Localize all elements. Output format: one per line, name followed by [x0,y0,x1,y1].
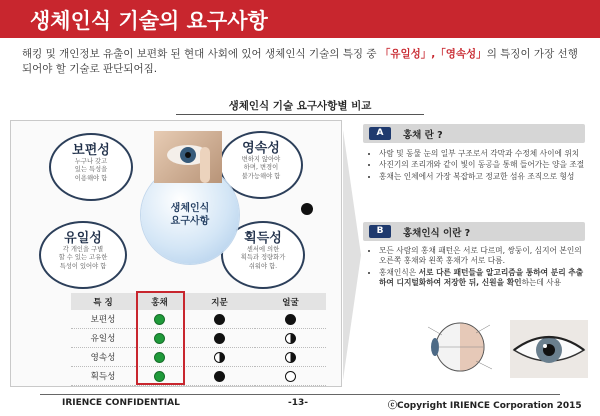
table-header: 특 징 [71,293,135,310]
rating-empty-icon [285,371,296,382]
section-divider [176,114,424,115]
requirements-diagram-panel [10,120,342,387]
rating-full-black-icon [285,314,296,325]
list-item: • 사람 및 동물 눈의 일부 구조로서 각막과 수정체 사이에 위치 [379,149,585,159]
list-item: • 모든 사람의 홍채 패턴은 서로 다르며, 쌍둥이, 심지어 본인의 오른쪽 홍채와 왼쪽 홍채가 서로 다름. [379,246,585,267]
bubble-desc-line: 이용해야 함 [74,174,108,182]
row-label: 획득성 [71,367,135,386]
bubble-title: 획득성 [244,231,282,246]
intro-paragraph [22,47,582,77]
bubble-title: 보편성 [72,143,110,158]
center-label-line: 생체인식 [170,203,210,214]
bubble-title: 유일성 [64,231,102,246]
bubble-universality [49,133,133,201]
box-a-tag: A [369,127,391,140]
rating-full-black-icon [214,314,225,325]
box-b-tag: B [369,225,391,238]
rating-cell [255,348,326,367]
bubble-title: 영속성 [242,141,280,156]
rating-half-icon [285,352,296,363]
eye-closeup-icon [510,320,588,378]
box-a-heading: 홍채 란 ? [403,130,443,141]
rating-cell [255,310,326,329]
eye-photo [154,131,222,183]
list-item: • 홍채는 인체에서 가장 복잡하고 정교한 섬유 조직으로 형성 [379,172,585,182]
intro-text-before: 해킹 및 개인정보 유출이 보편화 된 현대 사회에 있어 생체인식 기술의 특징 중 [22,48,380,60]
rating-cell [184,348,255,367]
bubble-desc-line: 변하지 않아야 [241,156,281,163]
rating-cell [255,329,326,348]
footer-page-number: -13- [288,398,308,408]
rating-cell [184,329,255,348]
footer-divider [40,394,560,395]
page-title: 생체인식 기술의 요구사항 [30,9,268,33]
comparison-table [71,293,326,386]
eye-anatomy-diagram-icon [420,313,506,379]
iris-column-highlight [136,291,185,385]
table-header: 홍채 [135,293,184,310]
footer-copyright: ⓒCopyright IRIENCE Corporation 2015 [388,401,582,411]
list-item-text: 홍채인식은 [379,267,419,277]
rating-full-black-icon [214,371,225,382]
bubble-desc-line: 특성이 있어야 함 [59,262,107,270]
bubble-uniqueness [39,221,127,289]
row-label: 유일성 [71,329,135,348]
table-row [71,367,326,386]
title-bar [0,0,600,38]
list-item-text: 하는데 사용 [521,277,562,287]
table-header: 지문 [184,293,255,310]
bubble-desc-line: 있는 특성을 [74,166,108,174]
intro-text-after: 의 특징이 가장 선행되어야 할 기술로 판단되어짐. [22,48,578,75]
rating-half-icon [285,333,296,344]
box-a-body [363,149,585,183]
bubble-desc-line: 쉬워야 함. [248,262,278,270]
table-header: 얼굴 [255,293,326,310]
list-item: • 사진기의 조리개와 같이 빛이 동공을 통해 들어가는 양을 조절 [379,160,585,170]
footer-confidential: IRIENCE CONFIDENTIAL [62,398,180,408]
row-label: 보편성 [71,310,135,329]
table-row [71,348,326,367]
bubble-desc-line: 센서에 의한 [246,246,280,253]
rating-half-icon [214,352,225,363]
section-title: 생체인식 기술 요구사항별 비교 [228,100,372,112]
box-b-body [363,246,585,289]
bubble-desc-line: 각 개인을 구별 [62,246,104,253]
center-label-line: 요구사항 [170,216,210,227]
bubble-desc-line: 불가능해야 함 [241,172,281,180]
table-row [71,310,326,329]
list-item-bold-text: 서로 다른 패턴들을 알고리즘을 통하여 분리 추출하여 디지털화하여 저장한 뒤, 신원을 확인 [379,267,584,287]
table-row [71,329,326,348]
rating-cell [184,310,255,329]
bubble-desc-line: 누구나 갖고 [74,158,108,165]
rating-cell [184,367,255,386]
box-b-header [363,222,585,241]
bubble-desc-line: 할 수 있는 고유한 [58,254,108,262]
list-item [379,268,585,289]
arrow-shape [343,130,361,380]
box-b-heading: 홍채인식 이란 ? [403,228,471,239]
rating-full-black-icon [214,333,225,344]
rating-cell [255,367,326,386]
box-a-header [363,124,585,143]
bubble-desc-line: 하며, 변경이 [243,164,279,172]
table-header-row [71,293,326,310]
bubble-desc-line: 획득과 정량화가 [240,254,286,262]
decorative-dot [301,203,313,215]
row-label: 영속성 [71,348,135,367]
intro-highlight: 「유일성」,「영속성」 [379,48,487,60]
